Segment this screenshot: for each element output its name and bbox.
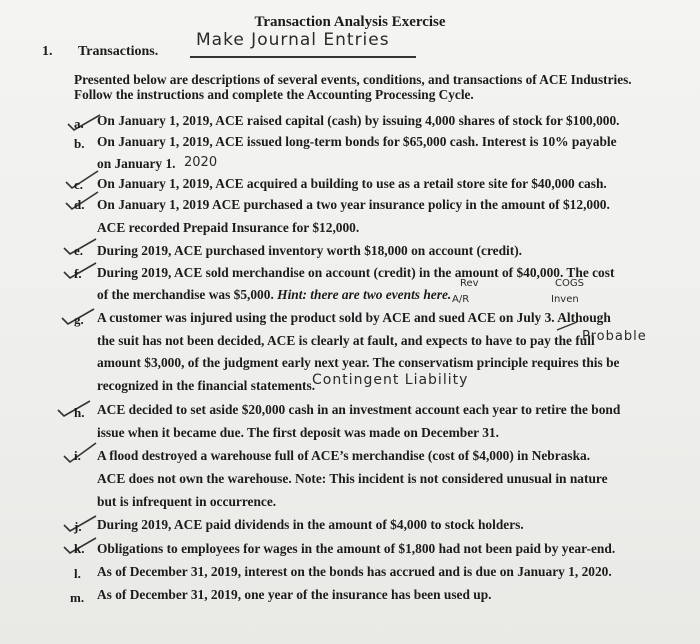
item-g-line-4: recognized in the financial statements.: [97, 378, 316, 393]
annot-inven: Inven: [551, 294, 579, 305]
item-g-line-2: the suit has not been decided, ACE is clearly at fault, and expects to have to pay the full: [97, 333, 595, 348]
item-f-line-1: During 2019, ACE sold merchandise on account (credit) in the amount of $40,000. The cost: [97, 265, 615, 280]
item-letter-a: a.: [74, 116, 84, 131]
item-b-line-1: On January 1, 2019, ACE issued long-term bonds for $65,000 cash. Interest is 10% payable: [97, 134, 617, 149]
item-h-line-2: issue when it became due. The first deposit was made on December 31.: [97, 425, 499, 440]
item-g-line-3: amount $3,000, of the judgment early next year. The conservatism principle requires this be: [97, 355, 620, 370]
section-label: Transactions.: [78, 44, 159, 59]
annot-rev: Rev: [460, 278, 479, 289]
item-letter-j: j.: [74, 519, 82, 534]
item-letter-d: d.: [74, 197, 85, 212]
item-h-line-1: ACE decided to set aside $20,000 cash in an investment account each year to retire the bond: [97, 402, 621, 417]
item-i-line-3: but is infrequent in occurrence.: [97, 494, 277, 509]
item-f-line-2: [97, 287, 451, 303]
item-k-line-1: Obligations to employees for wages in the amount of $1,800 had not been paid by year-end.: [97, 541, 616, 556]
item-c-line-1: On January 1, 2019, ACE acquired a building to use as a retail store site for $40,000 cash.: [97, 176, 607, 191]
item-f-hint: Hint: there are two events here.: [277, 287, 452, 302]
item-letter-c: c.: [74, 177, 84, 192]
handwritten-title: Make Journal Entries: [196, 30, 390, 50]
item-i-line-1: A flood destroyed a warehouse full of ACE’s merchandise (cost of $4,000) in Nebraska.: [97, 448, 591, 463]
item-i-line-2: ACE does not own the warehouse. Note: This incident is not considered unusual in nature: [97, 471, 608, 486]
item-d-line-1: On January 1, 2019 ACE purchased a two year insurance policy in the amount of $12,000.: [97, 197, 610, 212]
item-letter-i: i.: [74, 448, 81, 463]
item-f-text: of the merchandise was $5,000.: [97, 287, 274, 302]
annot-cogs: COGS: [555, 278, 584, 289]
arrow-icon: [555, 318, 581, 334]
item-letter-k: k.: [74, 541, 85, 556]
annot-contingent-liability: Contingent Liability: [312, 372, 469, 388]
handwritten-underline: [190, 56, 416, 58]
intro-paragraph: Presented below are descriptions of several events, conditions, and transactions of ACE Industries. Follow the instructions and complete the Accounting Processing Cycle.: [74, 72, 632, 102]
annot-ar: A/R: [452, 294, 470, 305]
annot-probable: Probable: [582, 329, 647, 344]
page-title: Transaction Analysis Exercise: [254, 14, 446, 30]
item-letter-g: g.: [74, 312, 84, 327]
item-letter-f: f.: [74, 266, 82, 281]
item-letter-l: l.: [74, 566, 81, 581]
item-d-line-2: ACE recorded Prepaid Insurance for $12,000.: [97, 220, 360, 235]
section-number: 1.: [42, 44, 53, 59]
item-b-line-2: on January 1.: [97, 156, 176, 171]
item-j-line-1: During 2019, ACE paid dividends in the amount of $4,000 to stock holders.: [97, 517, 524, 532]
item-letter-h: h.: [74, 405, 85, 420]
item-l-line-1: As of December 31, 2019, interest on the bonds has accrued and is due on January 1, 2020.: [97, 564, 612, 579]
handwritten-year-note: 2020: [184, 155, 218, 170]
item-e-line-1: During 2019, ACE purchased inventory worth $18,000 on account (credit).: [97, 243, 523, 258]
item-g-line-1: A customer was injured using the product sold by ACE and sued ACE on July 3. Although: [97, 310, 611, 325]
item-a-line-1: On January 1, 2019, ACE raised capital (cash) by issuing 4,000 shares of stock for $100,000.: [97, 113, 620, 128]
item-letter-m: m.: [70, 590, 85, 605]
item-letter-e: e.: [74, 243, 84, 258]
item-letter-b: b.: [74, 136, 85, 151]
item-m-line-1: As of December 31, 2019, one year of the insurance has been used up.: [97, 587, 492, 602]
